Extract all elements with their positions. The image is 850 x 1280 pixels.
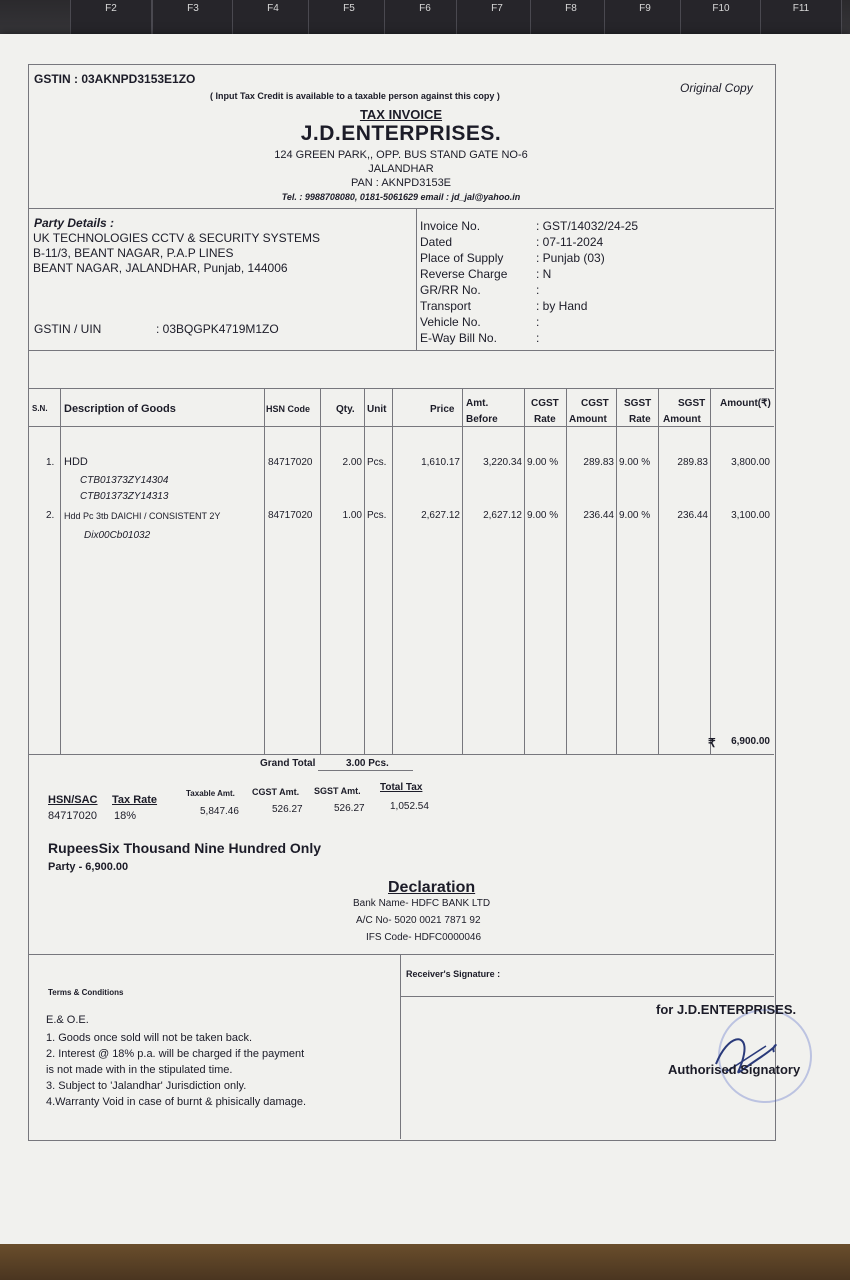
row-qty: 2.00 xyxy=(342,457,362,468)
f2-key: F2 xyxy=(70,0,152,45)
taxable-amt: 5,847.46 xyxy=(200,806,239,817)
party-gstin-value: : 03BQGPK4719M1ZO xyxy=(156,322,279,336)
col-header-cgst-amount-2: Amount xyxy=(569,414,607,425)
company-address-line1: 124 GREEN PARK,, OPP. BUS STAND GATE NO-6 xyxy=(274,149,528,161)
grand-total-qty: 3.00 Pcs. xyxy=(346,758,389,769)
terms-item-2-cont: is not made with in the stipulated time. xyxy=(46,1064,233,1076)
account-number: A/C No- 5020 0021 7871 92 xyxy=(356,915,481,926)
row-sgst-rate: 9.00 % xyxy=(619,457,651,468)
row-hsn: 84717020 xyxy=(268,457,313,468)
row-cgst-amount: 236.44 xyxy=(583,510,614,521)
f7-key: F7 xyxy=(456,0,538,45)
dated-label: Dated xyxy=(420,235,453,249)
itc-note: ( Input Tax Credit is available to a taxable person against this copy ) xyxy=(210,91,500,101)
party-amount: Party - 6,900.00 xyxy=(48,861,129,873)
rupee-symbol: ₹ xyxy=(708,736,716,750)
f10-key: F10 xyxy=(680,0,762,45)
terms-eoe: E.& O.E. xyxy=(46,1014,89,1026)
document-title: TAX INVOICE xyxy=(359,107,443,122)
col-header-sgst-rate-2: Rate xyxy=(629,414,651,425)
ifsc-code: IFS Code- HDFC0000046 xyxy=(366,932,482,943)
col-header-amt-before-2: Before xyxy=(466,414,498,425)
row-serial: Dix00Cb01032 xyxy=(84,530,151,541)
seller-gstin: GSTIN : 03AKNPD3153E1ZO xyxy=(34,72,196,86)
row-unit: Pcs. xyxy=(367,510,387,521)
col-header-amount: Amount(₹) xyxy=(720,398,771,409)
row-description: HDD xyxy=(64,456,88,468)
column-line xyxy=(60,388,61,754)
sgst-amt: 526.27 xyxy=(334,803,365,814)
row-price: 2,627.12 xyxy=(421,510,460,521)
col-header-cgst-rate: CGST xyxy=(531,398,559,409)
invoice-no-value: : GST/14032/24-25 xyxy=(536,219,639,233)
f5-key: F5 xyxy=(308,0,390,45)
tax-summary-rate-label: Tax Rate xyxy=(112,794,158,806)
transport-label: Transport xyxy=(420,299,471,313)
company-pan: PAN : AKNPD3153E xyxy=(350,177,452,189)
row-serial: CTB01373ZY14313 xyxy=(80,491,169,502)
column-line xyxy=(524,388,525,754)
cgst-amt: 526.27 xyxy=(272,804,303,815)
eway-bill-value: : xyxy=(536,331,540,345)
declaration-heading: Declaration xyxy=(388,879,476,896)
divider xyxy=(400,996,774,997)
amount-in-words: RupeesSix Thousand Nine Hundred Only xyxy=(48,840,322,856)
tax-summary-hsn: 84717020 xyxy=(48,810,97,822)
reverse-charge-label: Reverse Charge xyxy=(420,267,508,281)
terms-item-1: 1. Goods once sold will not be taken back. xyxy=(46,1032,253,1044)
divider xyxy=(28,954,774,955)
row-cgst-amount: 289.83 xyxy=(583,457,614,468)
table-header-top xyxy=(28,388,774,389)
divider xyxy=(400,954,401,1139)
grand-total-amount: 6,900.00 xyxy=(731,736,770,747)
grand-total-underline xyxy=(318,770,413,771)
row-hsn: 84717020 xyxy=(268,510,313,521)
row-amount: 3,100.00 xyxy=(731,510,770,521)
column-line xyxy=(616,388,617,754)
company-name: J.D.ENTERPRISES. xyxy=(300,122,502,145)
copy-type: Original Copy xyxy=(680,81,753,95)
authorised-signatory-label: Authorised Signatory xyxy=(668,1062,801,1077)
f8-key: F8 xyxy=(530,0,612,45)
row-sn: 2. xyxy=(46,510,55,521)
place-of-supply-value: : Punjab (03) xyxy=(536,251,605,265)
table-body-bottom xyxy=(28,754,774,755)
col-header-sgst-amount-2: Amount xyxy=(663,414,701,425)
dated-value: : 07-11-2024 xyxy=(536,235,604,249)
cgst-amt-label: CGST Amt. xyxy=(252,787,300,797)
terms-item-2: 2. Interest @ 18% p.a. will be charged if the payment xyxy=(46,1048,305,1060)
gr-rr-value: : xyxy=(536,283,540,297)
col-header-qty: Qty. xyxy=(336,404,355,415)
transport-value: : by Hand xyxy=(536,299,588,313)
row-amt-before: 3,220.34 xyxy=(483,457,522,468)
row-serial: CTB01373ZY14304 xyxy=(80,475,169,486)
column-line xyxy=(566,388,567,754)
column-line xyxy=(264,388,265,754)
invoice-border xyxy=(28,64,776,1141)
f6-key: F6 xyxy=(384,0,466,45)
divider xyxy=(28,208,774,209)
row-cgst-rate: 9.00 % xyxy=(527,510,559,521)
party-name: UK TECHNOLOGIES CCTV & SECURITY SYSTEMS xyxy=(33,231,320,245)
receiver-signature-label: Receiver's Signature : xyxy=(406,969,501,979)
vehicle-no-label: Vehicle No. xyxy=(420,315,481,329)
vehicle-no-value: : xyxy=(536,315,540,329)
tax-summary-rate: 18% xyxy=(114,810,137,822)
terms-heading: Terms & Conditions xyxy=(48,988,124,997)
f11-key: F11 xyxy=(760,0,842,45)
row-amount: 3,800.00 xyxy=(731,457,770,468)
f4-key: F4 xyxy=(232,0,314,45)
col-header-sn: S.N. xyxy=(32,404,48,413)
column-line xyxy=(320,388,321,754)
row-cgst-rate: 9.00 % xyxy=(527,457,559,468)
column-line xyxy=(710,388,711,754)
party-heading: Party Details : xyxy=(34,216,115,230)
column-line xyxy=(392,388,393,754)
company-contact: Tel. : 9988708080, 0181-5061629 email : jd_jal@yahoo.in xyxy=(281,192,521,202)
party-address-line2: BEANT NAGAR, JALANDHAR, Punjab, 144006 xyxy=(33,261,288,275)
divider xyxy=(416,208,417,350)
place-of-supply-label: Place of Supply xyxy=(420,251,504,265)
taxable-amt-label: Taxable Amt. xyxy=(186,789,235,798)
col-header-cgst-rate-2: Rate xyxy=(534,414,556,425)
total-tax: 1,052.54 xyxy=(390,801,429,812)
bank-name: Bank Name- HDFC BANK LTD xyxy=(353,898,491,909)
col-header-cgst-amount: CGST xyxy=(581,398,609,409)
column-line xyxy=(658,388,659,754)
f9-key: F9 xyxy=(604,0,686,45)
invoice-paper xyxy=(0,34,850,1254)
col-header-hsn: HSN Code xyxy=(266,404,311,414)
col-header-sgst-rate: SGST xyxy=(624,398,652,409)
table-header-bottom xyxy=(28,426,774,427)
divider xyxy=(28,350,774,351)
tax-summary-hsn-label: HSN/SAC xyxy=(48,794,98,806)
col-header-price: Price xyxy=(430,404,455,415)
row-price: 1,610.17 xyxy=(421,457,460,468)
total-tax-label: Total Tax xyxy=(380,782,423,793)
sgst-amt-label: SGST Amt. xyxy=(314,786,361,796)
row-sgst-rate: 9.00 % xyxy=(619,510,651,521)
invoice-no-label: Invoice No. xyxy=(420,219,481,233)
col-header-sgst-amount: SGST xyxy=(678,398,706,409)
gr-rr-label: GR/RR No. xyxy=(420,283,481,297)
row-sgst-amount: 236.44 xyxy=(677,510,708,521)
row-sgst-amount: 289.83 xyxy=(677,457,708,468)
terms-item-3: 3. Subject to 'Jalandhar' Jurisdiction only. xyxy=(46,1080,247,1092)
column-line xyxy=(462,388,463,754)
column-line xyxy=(364,388,365,754)
table-surface xyxy=(0,1244,850,1280)
row-description: Hdd Pc 3tb DAICHI / CONSISTENT 2Y xyxy=(64,511,221,521)
col-header-amt-before: Amt. xyxy=(466,398,489,409)
eway-bill-label: E-Way Bill No. xyxy=(420,331,497,345)
row-sn: 1. xyxy=(46,457,55,468)
row-amt-before: 2,627.12 xyxy=(483,510,522,521)
row-unit: Pcs. xyxy=(367,457,387,468)
reverse-charge-value: : N xyxy=(536,267,552,281)
for-company-label: for J.D.ENTERPRISES. xyxy=(656,1002,797,1017)
f3-key: F3 xyxy=(152,0,234,45)
row-qty: 1.00 xyxy=(342,510,362,521)
col-header-description: Description of Goods xyxy=(64,403,176,415)
party-address-line1: B-11/3, BEANT NAGAR, P.A.P LINES xyxy=(33,246,234,260)
grand-total-label: Grand Total xyxy=(260,758,316,769)
col-header-unit: Unit xyxy=(367,404,387,415)
party-gstin-label: GSTIN / UIN xyxy=(34,322,102,336)
company-address-line2: JALANDHAR xyxy=(368,163,434,175)
terms-item-4: 4.Warranty Void in case of burnt & phisically damage. xyxy=(46,1096,307,1108)
